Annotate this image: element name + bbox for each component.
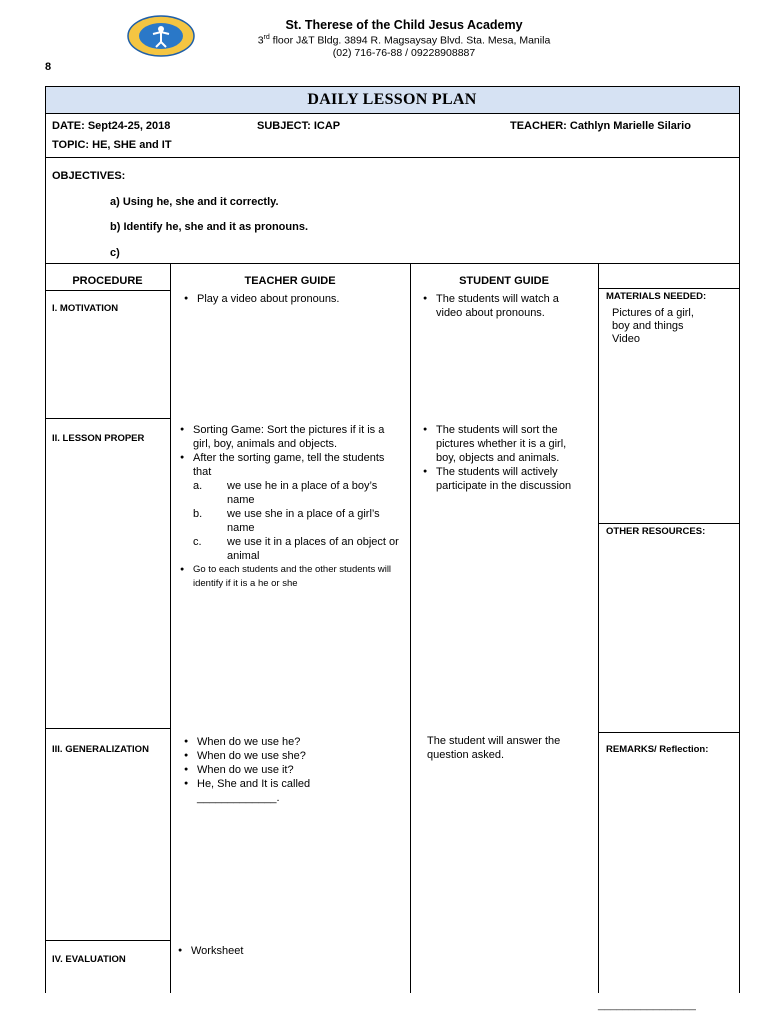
objectives-label: OBJECTIVES: [52, 170, 126, 182]
lesson-subject: SUBJECT: ICAP [257, 120, 341, 132]
motivation-label: I. MOTIVATION [52, 303, 119, 314]
list-item: c. we use it in a places of an object or animal [193, 536, 399, 562]
list-item: ● Sorting Game: Sort the pictures if it is a girl, boy, animals and objects. [180, 423, 405, 451]
lesson-proper-teacher [180, 423, 405, 591]
objective-a: a) Using he, she and it correctly. [110, 196, 279, 208]
evaluation-teacher [178, 944, 398, 958]
remarks-label: REMARKS/ Reflection: [606, 744, 709, 755]
col-procedure: PROCEDURE [72, 275, 143, 287]
objective-c: c) [110, 247, 120, 259]
generalization-label: III. GENERALIZATION [52, 744, 149, 755]
lesson-proper-student [423, 423, 588, 493]
generalization-teacher [184, 735, 404, 805]
list-item: ● The students will sort the pictures whether it is a girl, boy, objects and animals. [423, 423, 588, 465]
school-phone: (02) 716-76-88 / 09228908887 [332, 47, 476, 59]
material-item: boy and things [612, 320, 684, 332]
list-item: ● When do we use it? [184, 763, 404, 777]
motivation-student [423, 292, 588, 320]
list-item: ● The students will watch a video about pronouns. [423, 292, 588, 320]
resources-label: OTHER RESOURCES: [606, 526, 706, 537]
col-teacher-guide: TEACHER GUIDE [244, 275, 336, 287]
motivation-teacher [184, 292, 404, 306]
list-item: b. we use she in a place of a girl’s name [193, 508, 380, 534]
list-item: ● After the sorting game, tell the students that [180, 451, 405, 479]
list-item: ● Worksheet [178, 944, 398, 958]
material-item: Pictures of a girl, [612, 307, 694, 319]
generalization-student: The student will answer the question asked. [427, 735, 561, 761]
answer-blank: _____________. [197, 792, 280, 804]
material-item: Video [612, 333, 640, 345]
school-address: 3rd floor J&T Bldg. 3894 R. Magsaysay Blvd. Sta. Mesa, Manila [257, 34, 551, 47]
lesson-teacher: TEACHER: Cathlyn Marielle Silario [510, 120, 691, 132]
col-student-guide: STUDENT GUIDE [459, 275, 549, 287]
school-name: St. Therese of the Child Jesus Academy [285, 18, 523, 32]
page-title: DAILY LESSON PLAN [45, 86, 739, 113]
page-number: 8 [45, 61, 52, 73]
list-item: ● He, She and It is called [184, 777, 404, 791]
lesson-date: DATE: Sept24-25, 2018 [52, 120, 171, 132]
materials-label: MATERIALS NEEDED: [606, 291, 707, 302]
lesson-topic: TOPIC: HE, SHE and IT [52, 139, 172, 151]
list-item: ● When do we use he? [184, 735, 404, 749]
list-item: ● When do we use she? [184, 749, 404, 763]
list-item: a. we use he in a place of a boy’s name [193, 480, 378, 506]
signature-line: ________________ [598, 999, 696, 1011]
evaluation-label: IV. EVALUATION [52, 954, 126, 965]
list-item: ● Go to each students and the other students will identify if it is a he or she [180, 563, 405, 591]
lesson-proper-label: II. LESSON PROPER [52, 433, 145, 444]
list-item: ● The students will actively participate in the discussion [423, 465, 588, 493]
list-item: ● Play a video about pronouns. [184, 292, 404, 306]
objective-b: b) Identify he, she and it as pronouns. [110, 221, 309, 233]
